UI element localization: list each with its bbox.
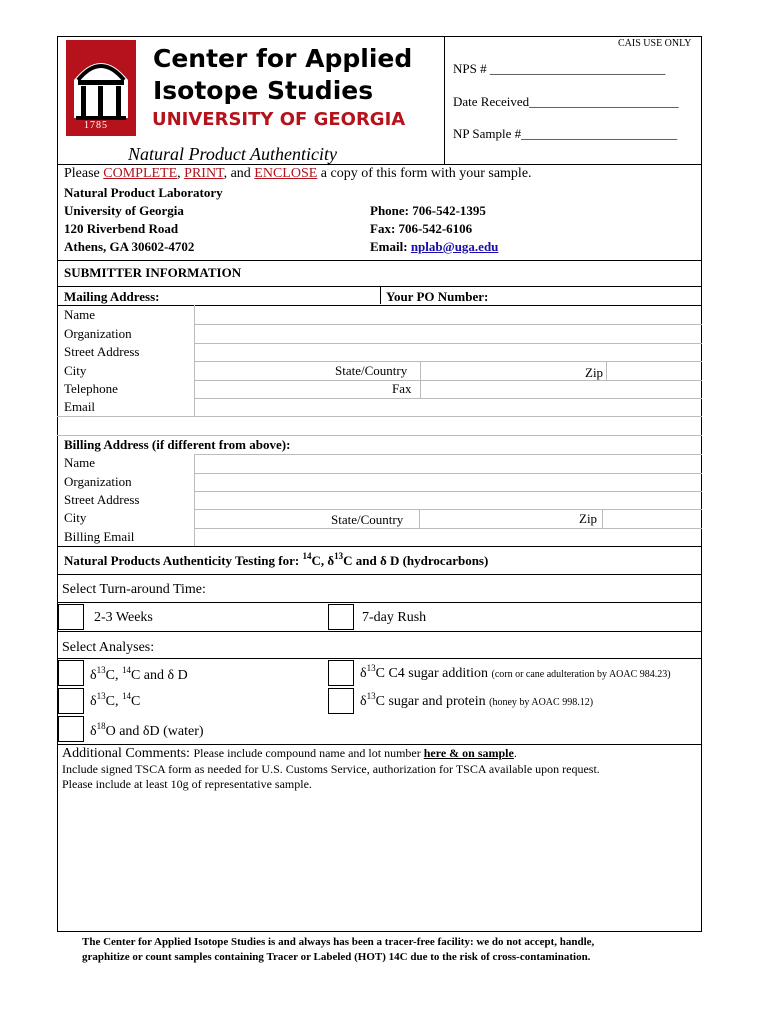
testing-top-divider <box>57 546 702 547</box>
cais-box-divider <box>444 36 445 164</box>
analysis-c13-c14-dd-label: $\delta^{13}C$, $^{14}$C and δ D <box>90 665 188 683</box>
sample-size-note: Please include at least 10g of representative sample. <box>62 777 312 791</box>
po-number-label: Your PO Number: <box>386 289 489 304</box>
submitter-top-divider <box>57 260 702 261</box>
name-input[interactable] <box>195 306 701 324</box>
street-address-label: Street Address <box>64 344 140 359</box>
billing-name-input[interactable] <box>195 455 701 473</box>
analysis-c13-c14-checkbox[interactable] <box>58 688 84 714</box>
billing-street-label: Street Address <box>64 492 140 507</box>
analysis-c13-c14-label: $\delta^{13}C$, $^{14}$C <box>90 691 141 709</box>
email-label: Email <box>64 399 96 414</box>
billing-street-input[interactable] <box>195 492 701 509</box>
analysis-c4-sugar-label: $\delta^{13}C$ C4 sugar addition (corn or cane adulteration by AOAC 984.23) <box>360 663 671 681</box>
tsca-note: Include signed TSCA form as needed for U.S. Customs Service, authorization for TSCA available upon request. <box>62 762 600 776</box>
billing-state-label: State/Country <box>331 512 404 527</box>
turnaround-divider <box>57 602 702 603</box>
analysis-c13-c14-dd-checkbox[interactable] <box>58 660 84 686</box>
billing-zip-input[interactable] <box>603 510 701 528</box>
analyses-label: Select Analyses: <box>62 640 155 655</box>
mailing-address-label: Mailing Address: <box>64 289 160 304</box>
billing-name-label: Name <box>64 455 96 470</box>
turnaround-label: Select Turn-around Time: <box>62 582 206 597</box>
lab-email-link[interactable]: nplab@uga.edu <box>410 239 499 254</box>
billing-address-title: Billing Address (if different from above): <box>64 437 291 452</box>
telephone-input[interactable] <box>195 381 385 398</box>
testing-title: Natural Products Authenticity Testing for: $^{14}$C, $\delta^{13}C$ and δ D (hydrocarbons) <box>64 551 489 568</box>
state-country-label: State/Country <box>335 363 408 378</box>
turnaround-option-2-3-weeks: 2-3 Weeks <box>94 610 153 625</box>
turnaround-2-3-weeks-checkbox[interactable] <box>58 604 84 630</box>
analysis-sugar-protein-checkbox[interactable] <box>328 688 354 714</box>
billing-city-label: City <box>64 510 87 525</box>
analysis-sugar-protein-note: (honey by AOAC 998.12) <box>489 697 594 708</box>
email-input[interactable] <box>195 399 701 416</box>
analysis-c4-sugar-note: (corn or cane adulteration by AOAC 984.23) <box>491 669 671 680</box>
lab-address-line1: University of Georgia <box>64 203 184 218</box>
form-subtitle: Natural Product Authenticity <box>128 144 337 164</box>
lab-phone: Phone: 706-542-1395 <box>370 203 486 218</box>
footer-line2: graphitize or count samples containing Tracer or Labeled (HOT) 14C due to the risk of cross-contamination. <box>82 951 591 963</box>
billing-email-label: Billing Email <box>64 529 135 544</box>
state-country-input[interactable] <box>421 362 581 380</box>
footer-line1: The Center for Applied Isotope Studies is and always has been a tracer-free facility: we do not accept, handle, <box>82 936 595 948</box>
organization-input[interactable] <box>195 325 701 343</box>
turnaround-7-day-rush-checkbox[interactable] <box>328 604 354 630</box>
date-received-field[interactable]: Date Received_______________________ <box>453 94 679 109</box>
billing-state-input[interactable] <box>420 510 575 528</box>
billing-organization-label: Organization <box>64 474 132 489</box>
zip-input[interactable] <box>607 362 701 380</box>
name-label: Name <box>64 307 96 322</box>
nps-field[interactable]: NPS # ___________________________ <box>453 61 666 76</box>
city-label: City <box>64 363 87 378</box>
analysis-c4-sugar-checkbox[interactable] <box>328 660 354 686</box>
lab-fax: Fax: 706-542-6106 <box>370 221 473 236</box>
instructions: Please COMPLETE, PRINT, and ENCLOSE a copy of this form with your sample. <box>64 166 532 181</box>
testing-bottom-divider <box>57 574 702 575</box>
additional-comments: Additional Comments: Please include compound name and lot number here & on sample. <box>62 746 517 761</box>
zip-label: Zip <box>585 365 604 380</box>
analysis-sugar-protein-label: $\delta^{13}C$ sugar and protein (honey by AOAC 998.12) <box>360 691 594 709</box>
analysis-o18-dd-water-label: $\delta^{18}O$ and δD (water) <box>90 721 204 739</box>
np-sample-field[interactable]: NP Sample #________________________ <box>453 126 678 141</box>
cais-use-only: CAIS USE ONLY <box>618 38 692 49</box>
logo-year: 1785 <box>84 120 108 131</box>
city-input[interactable] <box>195 362 330 380</box>
billing-zip-label: Zip <box>579 511 598 526</box>
analysis-o18-dd-water-checkbox[interactable] <box>58 716 84 742</box>
header-divider <box>57 164 702 165</box>
lab-address-line3: Athens, GA 30602-4702 <box>64 239 195 254</box>
lab-address-line2: 120 Riverbend Road <box>64 221 179 236</box>
submitter-section-title: SUBMITTER INFORMATION <box>64 265 242 280</box>
university-name: UNIVERSITY OF GEORGIA <box>152 109 406 130</box>
fax-input[interactable] <box>421 381 701 398</box>
comments-input-area[interactable] <box>58 794 701 931</box>
organization-label: Organization <box>64 326 132 341</box>
turnaround-option-7-day-rush: 7-day Rush <box>362 610 427 625</box>
lab-email: Email: nplab@uga.edu <box>370 239 499 254</box>
analyses-divider <box>57 658 702 659</box>
turnaround-bottom-divider <box>57 631 702 632</box>
billing-city-input[interactable] <box>195 510 325 528</box>
fax-label: Fax <box>392 381 412 396</box>
billing-organization-input[interactable] <box>195 474 701 491</box>
center-title-line1: Center for Applied <box>153 44 413 73</box>
billing-email-input[interactable] <box>195 529 701 546</box>
telephone-label: Telephone <box>64 381 118 396</box>
center-title-line2: Isotope Studies <box>153 76 374 105</box>
po-divider <box>380 286 381 304</box>
here-on-sample-emphasis: here & on sample <box>423 746 514 760</box>
lab-name: Natural Product Laboratory <box>64 185 223 200</box>
street-address-input[interactable] <box>195 344 701 361</box>
